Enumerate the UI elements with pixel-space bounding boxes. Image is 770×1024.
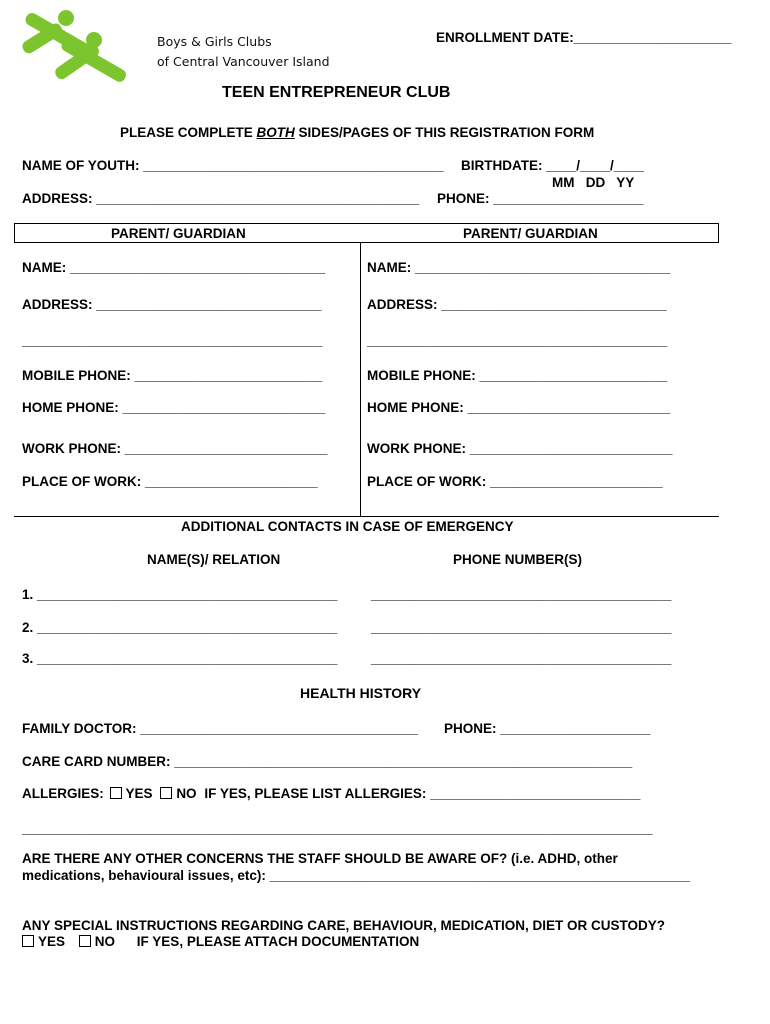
guardian1-place-field[interactable]: PLACE OF WORK: _______________________ (22, 474, 318, 489)
org-name-line1: Boys & Girls Clubs (157, 34, 272, 49)
emergency-title: ADDITIONAL CONTACTS IN CASE OF EMERGENCY (181, 519, 514, 534)
concerns-field[interactable]: medications, behavioural issues, etc): ________________________________________________________ (22, 868, 691, 883)
emergency-col-name: NAME(S)/ RELATION (147, 552, 281, 567)
special-no-checkbox[interactable] (79, 935, 91, 947)
guardian2-address-field[interactable]: ADDRESS: ______________________________ (367, 297, 667, 312)
enrollment-date-field[interactable]: ENROLLMENT DATE:_____________________ (436, 30, 732, 45)
club-logo (18, 10, 136, 90)
birthdate-format: MM DD YY (552, 175, 635, 190)
guardian1-mobile-field[interactable]: MOBILE PHONE: _________________________ (22, 368, 323, 383)
birthdate-field[interactable]: BIRTHDATE: ____/____/____ (461, 158, 644, 173)
guardian2-address-cont-field[interactable]: ________________________________________ (367, 333, 668, 348)
guardian-header-left: PARENT/ GUARDIAN (111, 226, 246, 241)
guardian1-name-field[interactable]: NAME: __________________________________ (22, 260, 326, 275)
doctor-phone-field[interactable]: PHONE: ____________________ (444, 721, 651, 736)
special-attach-note: IF YES, PLEASE ATTACH DOCUMENTATION (136, 934, 420, 949)
instruction-text-a: PLEASE COMPLETE (120, 125, 257, 140)
guardian2-home-field[interactable]: HOME PHONE: ___________________________ (367, 400, 671, 415)
guardian1-work-field[interactable]: WORK PHONE: ___________________________ (22, 441, 328, 456)
concerns-question: ARE THERE ANY OTHER CONCERNS THE STAFF SHOULD BE AWARE OF? (i.e. ADHD, other (22, 851, 618, 866)
guardian2-mobile-field[interactable]: MOBILE PHONE: _________________________ (367, 368, 668, 383)
emergency-name-field-3[interactable]: 3. ________________________________________ (22, 651, 338, 666)
guardian1-address-cont-field[interactable]: ________________________________________ (22, 333, 323, 348)
special-yes-label: YES (38, 934, 66, 949)
form-instruction (120, 125, 594, 141)
youth-address-field[interactable]: ADDRESS: ___________________________________________ (22, 191, 420, 206)
emergency-name-field-2[interactable]: 2. ________________________________________ (22, 620, 338, 635)
guardian2-name-field[interactable]: NAME: __________________________________ (367, 260, 671, 275)
guardian-column-divider (360, 243, 361, 516)
guardian1-home-field[interactable]: HOME PHONE: ___________________________ (22, 400, 326, 415)
care-card-field[interactable]: CARE CARD NUMBER: _____________________________________________________________ (22, 754, 633, 769)
instruction-text-c: SIDES/PAGES OF THIS REGISTRATION FORM (294, 125, 595, 140)
guardian1-address-field[interactable]: ADDRESS: ______________________________ (22, 297, 322, 312)
instruction-emphasis: BOTH (256, 125, 295, 140)
allergies-label: ALLERGIES: (22, 786, 104, 801)
youth-phone-field[interactable]: PHONE: ____________________ (437, 191, 644, 206)
special-no-label: NO (94, 934, 116, 949)
allergies-no-label: NO (176, 786, 197, 801)
family-doctor-field[interactable]: FAMILY DOCTOR: _____________________________________ (22, 721, 419, 736)
form-title: TEEN ENTREPRENEUR CLUB (222, 84, 451, 101)
allergies-list-field[interactable]: IF YES, PLEASE LIST ALLERGIES: ____________________________ (204, 786, 641, 801)
emergency-phone-field-1[interactable]: ________________________________________ (371, 587, 672, 602)
allergies-row (22, 786, 640, 802)
health-title: HEALTH HISTORY (300, 685, 422, 701)
org-name-line2: of Central Vancouver Island (157, 54, 330, 69)
allergies-yes-label: YES (125, 786, 153, 801)
guardian2-place-field[interactable]: PLACE OF WORK: _______________________ (367, 474, 663, 489)
section-divider (14, 516, 719, 517)
special-instructions-question: ANY SPECIAL INSTRUCTIONS REGARDING CARE, BEHAVIOUR, MEDICATION, DIET OR CUSTODY? (22, 918, 666, 933)
allergies-continuation-field[interactable]: ____________________________________________________________________________________ (22, 821, 653, 836)
emergency-col-phone: PHONE NUMBER(S) (453, 552, 583, 567)
emergency-name-field-1[interactable]: 1. ________________________________________ (22, 587, 338, 602)
allergies-yes-checkbox[interactable] (110, 787, 122, 799)
special-instructions-row (22, 934, 419, 950)
allergies-no-checkbox[interactable] (160, 787, 172, 799)
emergency-phone-field-3[interactable]: ________________________________________ (371, 651, 672, 666)
emergency-phone-field-2[interactable]: ________________________________________ (371, 620, 672, 635)
special-yes-checkbox[interactable] (22, 935, 34, 947)
guardian2-work-field[interactable]: WORK PHONE: ___________________________ (367, 441, 673, 456)
guardian-header-right: PARENT/ GUARDIAN (463, 226, 598, 241)
youth-name-field[interactable]: NAME OF YOUTH: ________________________________________ (22, 158, 444, 173)
